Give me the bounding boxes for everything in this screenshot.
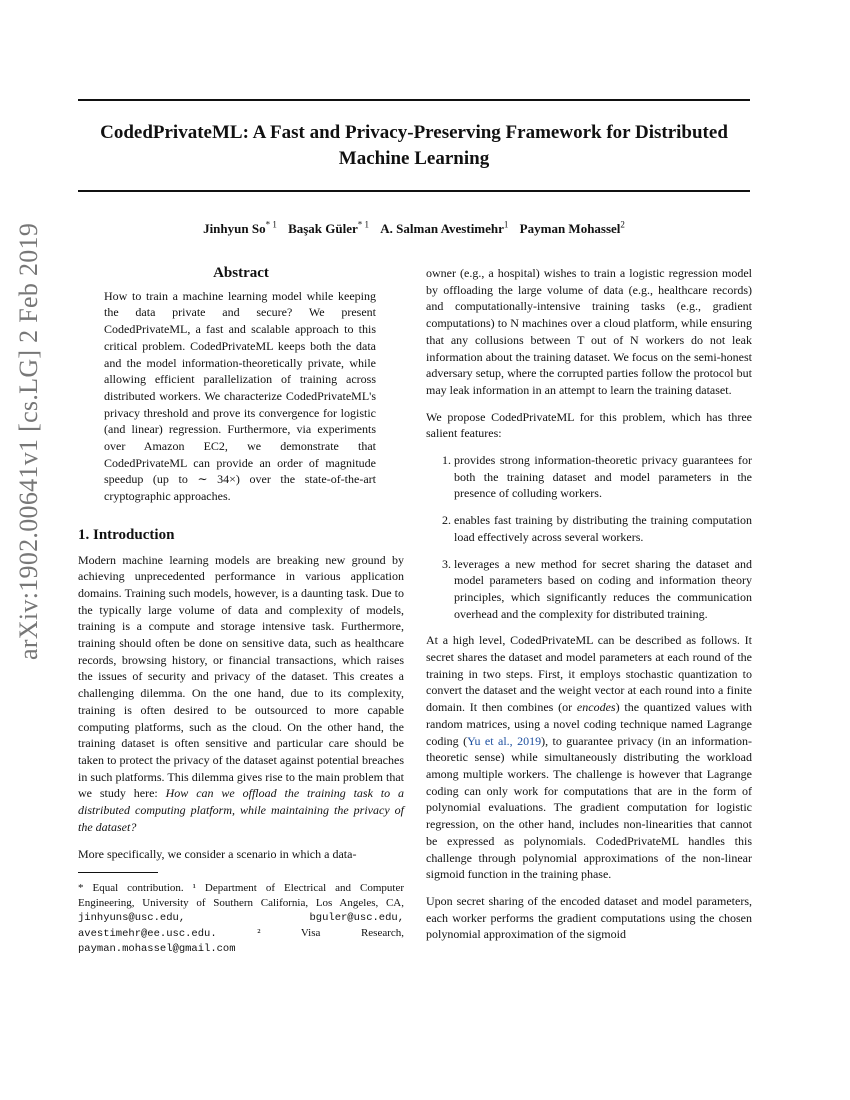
right-column xyxy=(426,265,752,953)
paper-title: CodedPrivateML: A Fast and Privacy-Preserving Framework for Distributed Machine Learning xyxy=(100,122,728,169)
footnote-rule xyxy=(78,872,158,873)
feature-item: 1. provides strong information-theoretic privacy guarantees for both the training dataset and model parameters in the presence of colluding workers. xyxy=(454,452,752,502)
feature-item: 2. enables fast training by distributing the training computation load effectively across several workers. xyxy=(454,512,752,545)
body-paragraph: At a high level, CodedPrivateML can be described as follows. It secret shares the dataset and model parameters at each round of the training in two steps. First, it employs stochastic quantization to convert the dataset and the weight vector at each round into a finite domain. It then combines (or encodes) the quantized values with random matrices, using a novel coding technique named Lagrange coding (Yu et al., 2019), to guarantee privacy (in an information-theoretic sense) while simultaneously distributing the workload among multiple workers. The challenge is however that Lagrange coding can only work for computations that are in the form of polynomial evaluations. The gradient computation for logistic regression, on the other hand, includes non-linearities that cannot be expressed as polynomials. CodedPrivateML handles this challenge through polynomial approximations of the non-linear sigmoid function in the training phase. xyxy=(426,633,753,882)
feature-list xyxy=(426,452,752,622)
body-paragraph: Upon secret sharing of the encoded dataset and model parameters, each worker performs the gradient computations using the chosen polynomial approximation of the sigmoid xyxy=(426,893,752,942)
abstract-text: How to train a machine learning model while keeping the data private and secure? We present CodedPrivateML, a fast and scalable approach to this critical problem. CodedPrivateML keeps both the data and the model information-theoretically private, while allowing efficient parallelization of training across distributed workers. We characterize CodedPrivateML's privacy threshold and prove its convergence for logistic (and linear) regression. Furthermore, via experiments over Amazon EC2, we demonstrate that CodedPrivateML can provide an order of magnitude speedup (up to ∼ 34×) over the state-of-the-art cryptographic approaches. xyxy=(104,288,376,504)
title-top-rule xyxy=(78,99,750,101)
research-question: How can we offload the training task to a distributed computing platform, while maintaining the privacy of the dataset? xyxy=(78,786,405,834)
author: Payman Mohassel$^2$ xyxy=(519,220,625,237)
author: A. Salman Avestimehr$^1$ xyxy=(380,220,509,237)
author: Jinhyun So$^{* 1}$ xyxy=(203,220,277,237)
footnote: * Equal contribution. ¹ Department of Electrical and Computer Engineering, University of Southern California, Los Angeles, CA, jinhyuns@usc.edu, bguler@usc.edu, avestimehr@ee.usc.edu. ² Visa Research, payman.mohassel@gmail.com xyxy=(78,882,405,956)
author: Başak Güler$^{* 1}$ xyxy=(288,220,370,237)
email-link[interactable]: jinhyuns@usc.edu, xyxy=(78,912,186,925)
feature-item: 3. leverages a new method for secret sharing the dataset and model parameters based on coding and information theory principles, which significantly reduces the communication overhead and the complexity for distributed training. xyxy=(454,556,752,623)
intro-paragraph: Modern machine learning models are breaking new ground by achieving unprecedented performance in various application domains. Training such models, however, is a daunting task. Due to the typically large volume of data and complexity of models, training is a compute and storage intensive task. Furthermore, training should often be done on sensitive data, such as healthcare records, browsing history, or financial transactions, which raises the issues of security and privacy of the dataset. This creates a challenging dilemma. On the one hand, due to its complexity, training is often desired to be outsourced to more capable computing platforms, such as the cloud. On the other hand, the training dataset is often sensitive and particular care should be taken to protect the privacy of the dataset against potential breaches in such platforms. This dilemma gives rise to the main problem that we study here: How can we offload the training task to a distributed computing platform, while maintaining the privacy of the dataset? xyxy=(78,552,405,834)
intro-paragraph: More specifically, we consider a scenario in which a data- xyxy=(78,846,357,861)
author-list xyxy=(78,220,750,237)
email-link[interactable]: avestimehr@ee.usc.edu. xyxy=(78,927,217,940)
body-paragraph: owner (e.g., a hospital) wishes to train a logistic regression model by offloading the large volume of data (e.g., healthcare records) and computationally-intensive training tasks (e.g., gradient computations) to N machines over a cloud platform, while ensuring that any collusions between T out of N workers do not leak information about the training dataset. We focus on the semi-honest adversary setup, where the corrupted parties follow the protocol but may leak information in an attempt to learn the training dataset. xyxy=(426,266,752,397)
citation-link[interactable]: Yu et al., 2019 xyxy=(467,733,542,748)
abstract-heading: Abstract xyxy=(213,265,269,281)
left-column xyxy=(78,265,404,957)
title-bottom-rule xyxy=(78,190,750,192)
body-paragraph: We propose CodedPrivateML for this problem, which has three salient features: xyxy=(426,409,752,441)
email-link[interactable]: bguler@usc.edu, xyxy=(309,912,404,925)
arxiv-stamp: arXiv:1902.00641v1 [cs.LG] 2 Feb 2019 xyxy=(14,222,43,660)
intro-heading: 1. Introduction xyxy=(78,526,175,543)
email-link[interactable]: payman.mohassel@gmail.com xyxy=(78,943,236,956)
